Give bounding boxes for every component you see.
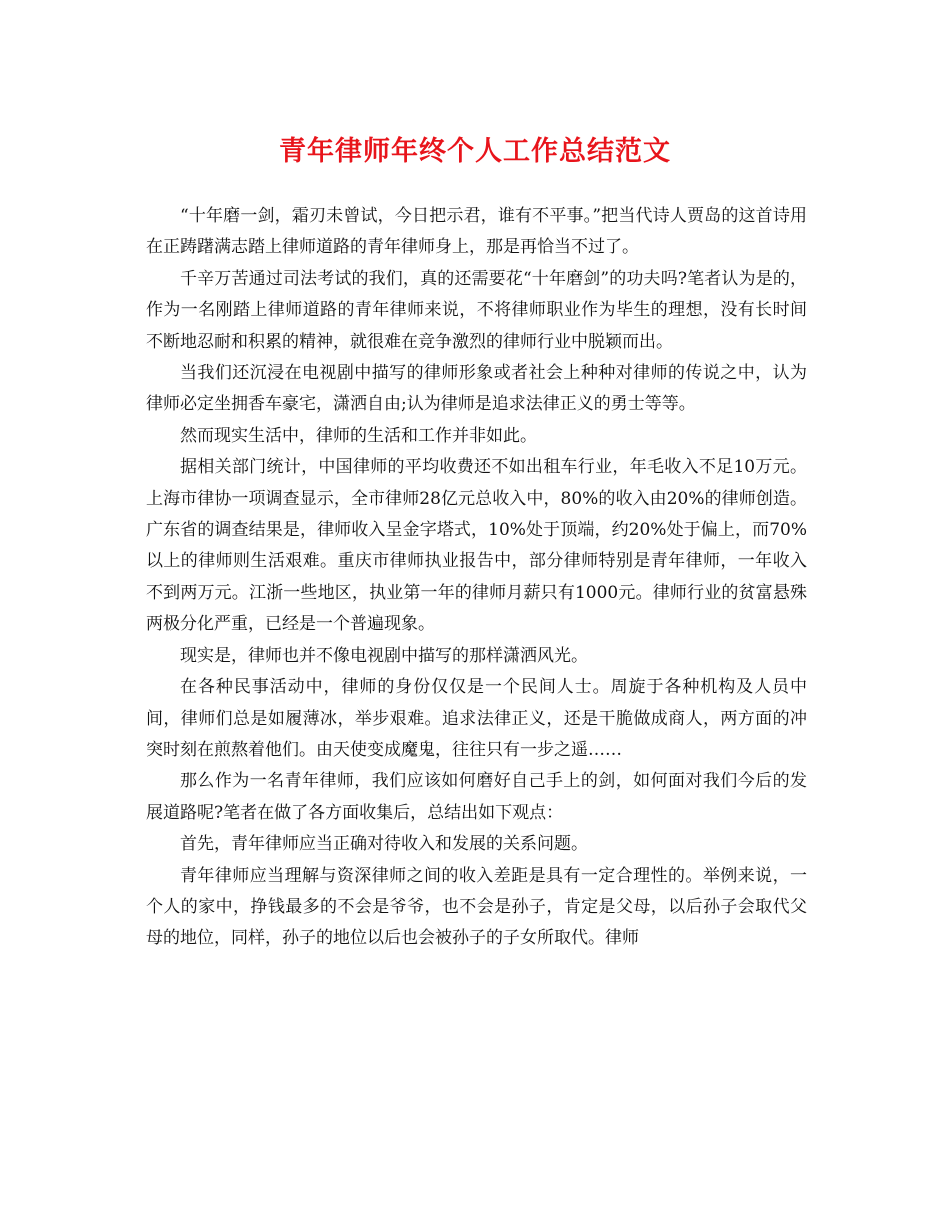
paragraph-4: 然而现实生活中，律师的生活和工作并非如此。: [180, 425, 537, 446]
document-title: 青年律师年终个人工作总结范文: [279, 136, 671, 167]
paragraph-7: 在各种民事活动中，律师的身份仅仅是一个民间人士。周旋于各种机构及人员中间，律师们总是如履薄冰，举步艰难。追求法律正义，还是干脆做成商人，两方面的冲突时刻在煎熬着他们。由天使变成魔鬼，往往只有一步之遥……: [146, 677, 807, 760]
paragraph-9: 首先，青年律师应当正确对待收入和发展的关系问题。: [180, 834, 588, 855]
paragraph-1: “十年磨一剑，霜刃未曾试，今日把示君，谁有不平事。”把当代诗人贾岛的这首诗用在正踌躇满志踏上律师道路的青年律师身上，那是再恰当不过了。: [146, 206, 807, 258]
paragraph-2: 千辛万苦通过司法考试的我们，真的还需要花“十年磨剑”的功夫吗?笔者认为是的，作为一名刚踏上律师道路的青年律师来说，不将律师职业作为毕生的理想，没有长时间不断地忍耐和积累的精神，就很难在竞争激烈的律师行业中脱颖而出。: [146, 268, 807, 352]
document-body: [146, 201, 807, 955]
paragraph-3: 当我们还沉浸在电视剧中描写的律师形象或者社会上种种对律师的传说之中，认为律师必定坐拥香车豪宅，潇洒自由;认为律师是追求法律正义的勇士等等。: [146, 363, 807, 415]
paragraph-6: 现实是，律师也并不像电视剧中描写的那样潇洒风光。: [180, 645, 588, 666]
paragraph-10: 青年律师应当理解与资深律师之间的收入差距是具有一定合理性的。举例来说，一个人的家中，挣钱最多的不会是爷爷，也不会是孙子，肯定是父母，以后孙子会取代父母的地位，同样，孙子的地位以后也会被孙子的子女所取代。律师: [146, 865, 807, 949]
paragraph-5: 据相关部门统计，中国律师的平均收费还不如出租车行业，年毛收入不足10万元。上海市律协一项调查显示，全市律师28亿元总收入中，80%的收入由20%的律师创造。广东省的调查结果是，律师收入呈金字塔式，10%处于顶端，约20%处于偏上，而70%以上的律师则生活艰难。重庆市律师执业报告中，部分律师特别是青年律师，一年收入不到两万元。江浙一些地区，执业第一年的律师月薪只有1000元。律师行业的贫富悬殊两极分化严重，已经是一个普遍现象。: [146, 457, 807, 635]
paragraph-8: 那么作为一名青年律师，我们应该如何磨好自己手上的剑，如何面对我们今后的发展道路呢?笔者在做了各方面收集后，总结出如下观点：: [146, 771, 807, 823]
